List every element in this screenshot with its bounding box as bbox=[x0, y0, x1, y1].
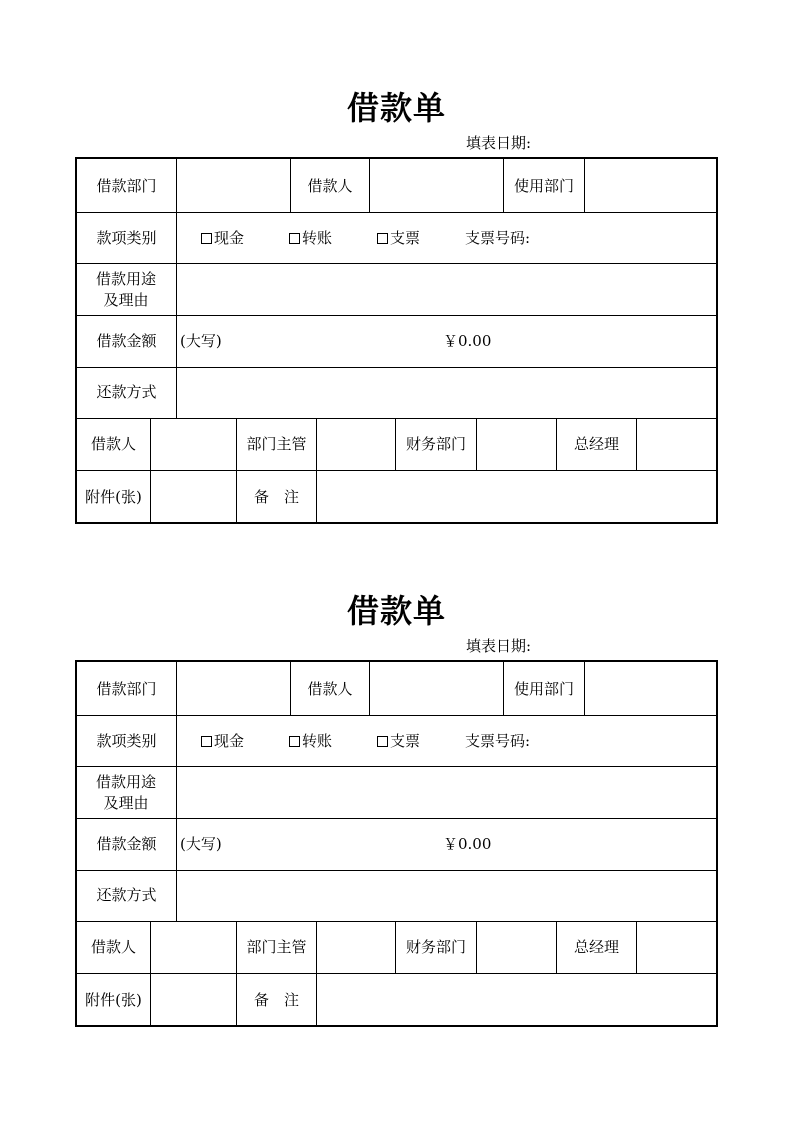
option-cash-label: 现金 bbox=[214, 229, 245, 247]
fill-date-label: 填表日期: bbox=[466, 637, 532, 655]
option-cash[interactable] bbox=[201, 731, 244, 751]
borrower-field[interactable] bbox=[370, 160, 502, 211]
option-cheque[interactable] bbox=[377, 731, 420, 751]
amount-uppercase-label: (大写) bbox=[180, 332, 222, 350]
signer-borrower-field[interactable] bbox=[151, 922, 235, 972]
repayment-label: 还款方式 bbox=[96, 383, 157, 401]
borrower-label: 借款人 bbox=[307, 680, 353, 698]
amount-uppercase-label: (大写) bbox=[180, 835, 222, 853]
use-dept-label: 使用部门 bbox=[513, 680, 574, 698]
remark-label: 备 注 bbox=[253, 991, 299, 1009]
dept-label: 借款部门 bbox=[96, 680, 157, 698]
repayment-label: 还款方式 bbox=[96, 886, 157, 904]
option-cheque[interactable] bbox=[377, 228, 420, 248]
supervisor-field[interactable] bbox=[317, 419, 394, 469]
cheque-number-label: 支票号码: bbox=[465, 732, 531, 750]
dept-field[interactable] bbox=[177, 663, 289, 714]
form-title: 借款单 bbox=[346, 592, 446, 630]
amount-value: ￥0.00 bbox=[443, 835, 492, 853]
attachment-field[interactable] bbox=[151, 974, 235, 1024]
use-dept-label: 使用部门 bbox=[513, 177, 574, 195]
cheque-number-label: 支票号码: bbox=[465, 229, 531, 247]
purpose-field[interactable] bbox=[177, 264, 716, 314]
borrower-label: 借款人 bbox=[307, 177, 353, 195]
gm-field[interactable] bbox=[637, 922, 716, 972]
amount-label: 借款金额 bbox=[96, 835, 157, 853]
purpose-label: 借款用途及理由 bbox=[95, 773, 156, 812]
signer-borrower-label: 借款人 bbox=[90, 435, 136, 453]
attachment-field[interactable] bbox=[151, 471, 235, 521]
option-cheque-label: 支票 bbox=[390, 732, 421, 750]
remark-field[interactable] bbox=[317, 471, 716, 521]
dept-label: 借款部门 bbox=[96, 177, 157, 195]
checkbox-icon[interactable] bbox=[377, 233, 388, 244]
use-dept-field[interactable] bbox=[585, 160, 716, 211]
purpose-label: 借款用途及理由 bbox=[95, 270, 156, 309]
finance-field[interactable] bbox=[477, 922, 555, 972]
remark-label: 备 注 bbox=[253, 488, 299, 506]
form-title: 借款单 bbox=[346, 89, 446, 127]
supervisor-label: 部门主管 bbox=[246, 435, 307, 453]
signer-borrower-label: 借款人 bbox=[90, 938, 136, 956]
checkbox-icon[interactable] bbox=[201, 736, 212, 747]
repayment-field[interactable] bbox=[177, 368, 716, 417]
fill-date-label: 填表日期: bbox=[466, 134, 532, 152]
gm-field[interactable] bbox=[637, 419, 716, 469]
option-cheque-label: 支票 bbox=[390, 229, 421, 247]
checkbox-icon[interactable] bbox=[201, 233, 212, 244]
finance-label: 财务部门 bbox=[405, 938, 466, 956]
supervisor-field[interactable] bbox=[317, 922, 394, 972]
supervisor-label: 部门主管 bbox=[246, 938, 307, 956]
borrower-field[interactable] bbox=[370, 663, 502, 714]
dept-field[interactable] bbox=[177, 160, 289, 211]
checkbox-icon[interactable] bbox=[377, 736, 388, 747]
option-cash-label: 现金 bbox=[214, 732, 245, 750]
amount-label: 借款金额 bbox=[96, 332, 157, 350]
signer-borrower-field[interactable] bbox=[151, 419, 235, 469]
remark-field[interactable] bbox=[317, 974, 716, 1024]
attachment-label: 附件(张) bbox=[85, 991, 142, 1009]
attachment-label: 附件(张) bbox=[85, 488, 142, 506]
option-cash[interactable] bbox=[201, 228, 244, 248]
gm-label: 总经理 bbox=[573, 435, 619, 453]
option-transfer-label: 转账 bbox=[302, 229, 333, 247]
repayment-field[interactable] bbox=[177, 871, 716, 920]
option-transfer[interactable] bbox=[289, 731, 332, 751]
option-transfer[interactable] bbox=[289, 228, 332, 248]
payment-type-label: 款项类别 bbox=[96, 732, 157, 750]
finance-field[interactable] bbox=[477, 419, 555, 469]
gm-label: 总经理 bbox=[573, 938, 619, 956]
checkbox-icon[interactable] bbox=[289, 736, 300, 747]
amount-value: ￥0.00 bbox=[443, 332, 492, 350]
checkbox-icon[interactable] bbox=[289, 233, 300, 244]
option-transfer-label: 转账 bbox=[302, 732, 333, 750]
use-dept-field[interactable] bbox=[585, 663, 716, 714]
payment-type-label: 款项类别 bbox=[96, 229, 157, 247]
finance-label: 财务部门 bbox=[405, 435, 466, 453]
purpose-field[interactable] bbox=[177, 767, 716, 817]
